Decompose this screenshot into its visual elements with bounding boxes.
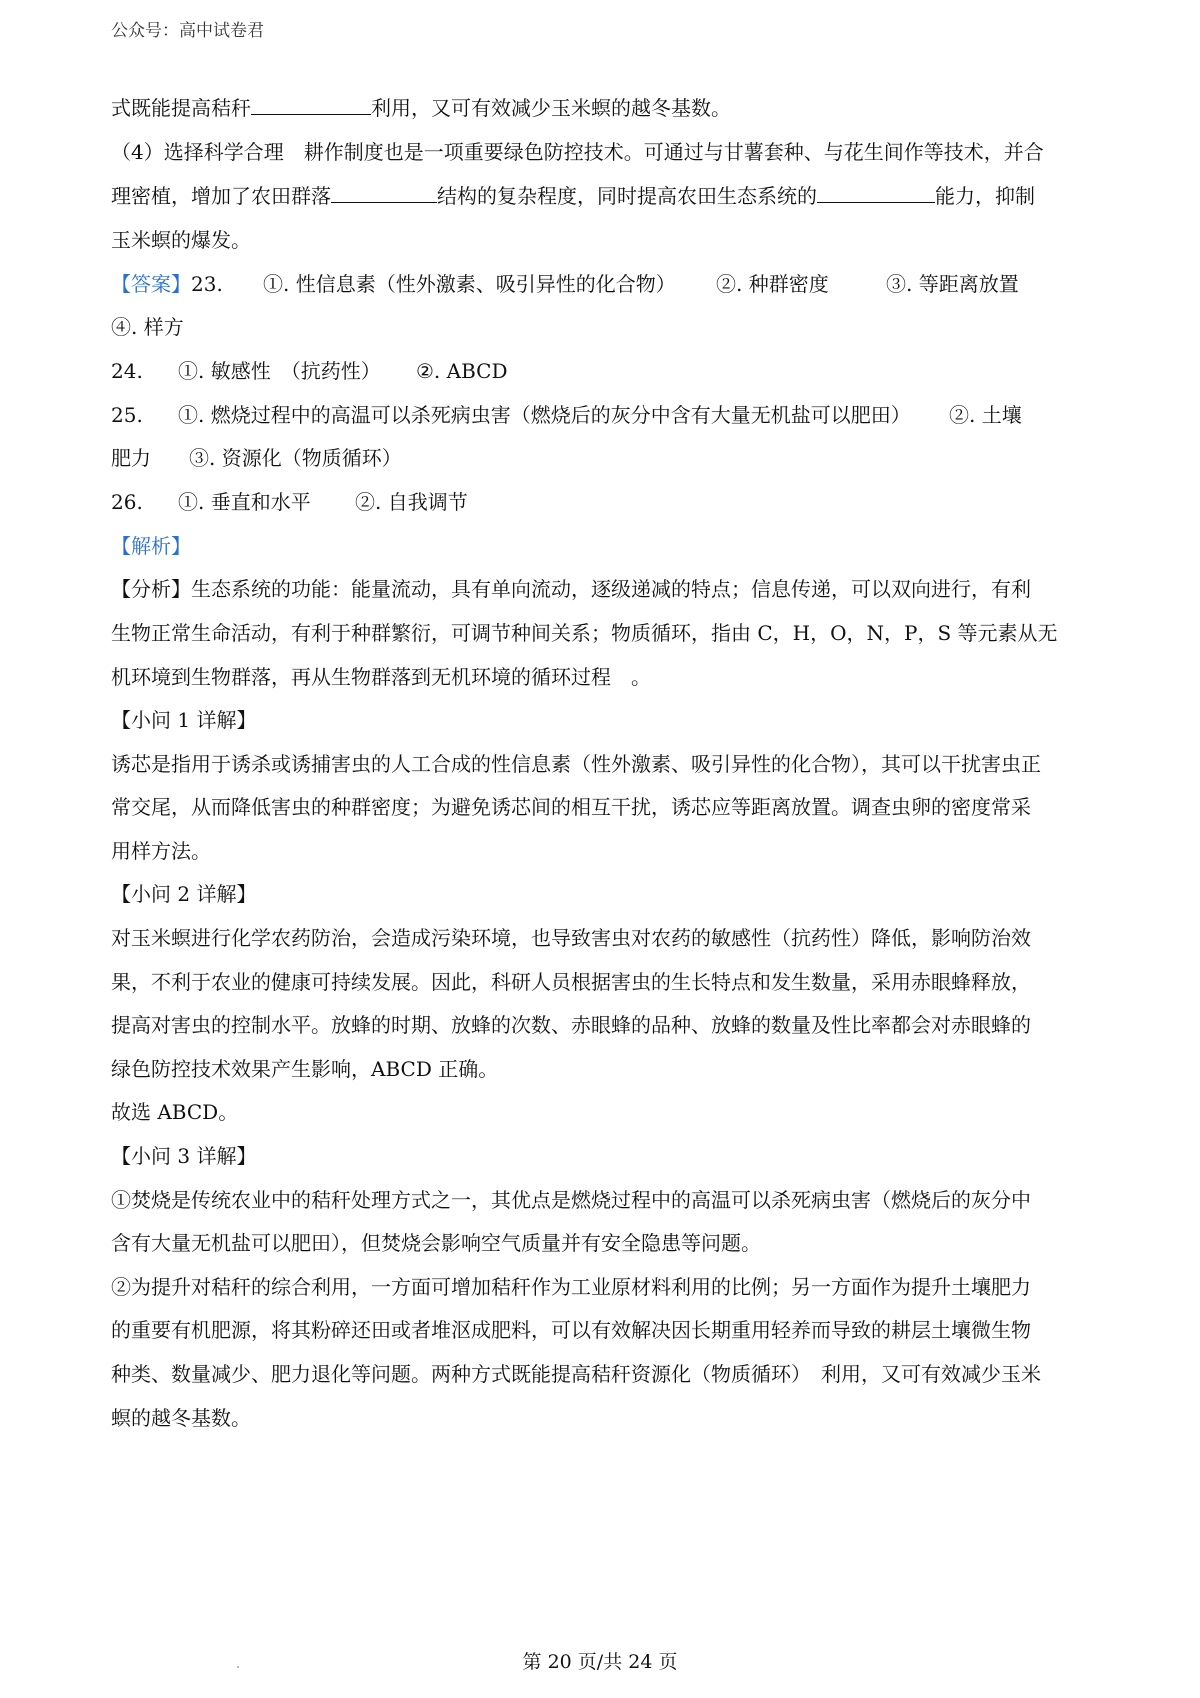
answer-item: ②. 种群密度 xyxy=(716,272,829,296)
answer-item: ③. 等距离放置 xyxy=(886,272,1019,296)
answer-item: ①. 敏感性 （抗药性） xyxy=(178,359,381,383)
section-3-text: 螟的越冬基数。 xyxy=(111,1406,251,1430)
section-1-text: 诱芯是指用于诱杀或诱捕害虫的人工合成的性信息素（性外激素、吸引异性的化合物），其可以干扰害虫正 xyxy=(111,752,1041,776)
section-3-text: 种类、数量减少、肥力退化等问题。两种方式既能提高秸秆资源化（物质循环） 利用，又可有效减少玉米 xyxy=(111,1362,1041,1386)
section-3-text: ②为提升对秸秆的综合利用，一方面可增加秸秆作为工业原材料利用的比例；另一方面作为提升土壤肥力 xyxy=(111,1275,1031,1299)
answer-item: ①. 垂直和水平 xyxy=(178,490,311,514)
answer-num: 23. xyxy=(191,272,223,296)
answer-26 xyxy=(111,488,1101,516)
answer-23 xyxy=(111,270,1101,298)
answer-item: ③. 资源化（物质循环） xyxy=(189,446,402,470)
section-3-text: 含有大量无机盐可以肥田），但焚烧会影响空气质量并有安全隐患等问题。 xyxy=(111,1231,761,1255)
question-4-line-1: （4）选择科学合理 耕作制度也是一项重要绿色防控技术。可通过与甘薯套种、与花生间作等技术，并合 xyxy=(111,140,1044,164)
analysis-paragraph: 机环境到生物群落，再从生物群落到无机环境的循环过程 。 xyxy=(111,665,651,689)
section-2-text: 果，不利于农业的健康可持续发展。因此，科研人员根据害虫的生长特点和发生数量，采用赤眼蜂释放， xyxy=(111,970,1031,994)
section-2-text: 故选 ABCD。 xyxy=(111,1100,239,1124)
section-heading-2: 【小问 2 详解】 xyxy=(111,882,257,906)
answer-item: 肥力 xyxy=(111,446,151,470)
page-header: 公众号：高中试卷君 xyxy=(111,21,264,41)
q4-text-b: 结构的复杂程度，同时提高农田生态系统的 xyxy=(437,184,817,208)
answer-item: ②. 自我调节 xyxy=(355,490,468,514)
answer-num: 25. xyxy=(111,403,143,427)
section-1-text: 常交尾，从而降低害虫的种群密度；为避免诱芯间的相互干扰，诱芯应等距离放置。调查虫卵的密度常采 xyxy=(111,795,1031,819)
section-1-text: 用样方法。 xyxy=(111,839,211,863)
section-heading-1: 【小问 1 详解】 xyxy=(111,708,257,732)
answer-item: ①. 燃烧过程中的高温可以杀死病虫害（燃烧后的灰分中含有大量无机盐可以肥田） xyxy=(178,403,911,427)
answer-tag: 【答案】 xyxy=(111,272,191,296)
page-footer: 第 20 页/共 24 页 xyxy=(522,1651,678,1673)
analysis-paragraph: 【分析】生态系统的功能：能量流动，具有单向流动，逐级递减的特点；信息传递，可以双向进行，有利 xyxy=(111,577,1031,601)
answer-num: 26. xyxy=(111,490,143,514)
section-3-text: ①焚烧是传统农业中的秸秆处理方式之一，其优点是燃烧过程中的高温可以杀死病虫害（燃烧后的灰分中 xyxy=(111,1188,1031,1212)
q4-text-c: 能力，抑制 xyxy=(935,184,1035,208)
q4-text-a: 理密植，增加了农田群落 xyxy=(111,184,331,208)
section-2-text: 绿色防控技术效果产生影响，ABCD 正确。 xyxy=(111,1057,499,1081)
analysis-paragraph: 生物正常生命活动，有利于种群繁衍，可调节种间关系；物质循环，指由 C，H，O，N，P，S 等元素从无 xyxy=(111,621,1058,645)
section-heading-3: 【小问 3 详解】 xyxy=(111,1144,257,1168)
answer-blank xyxy=(817,184,935,203)
answer-23-cont: ④. 样方 xyxy=(111,315,184,339)
question-4-line-2 xyxy=(111,182,1101,210)
answer-24 xyxy=(111,357,1101,385)
analysis-tag: 【解析】 xyxy=(111,534,191,558)
answer-item: ②. ABCD xyxy=(416,359,508,383)
section-3-text: 的重要有机肥源，将其粉碎还田或者堆沤成肥料，可以有效解决因长期重用轻养而导致的耕层土壤微生物 xyxy=(111,1318,1031,1342)
question-4-line-3: 玉米螟的爆发。 xyxy=(111,228,251,252)
section-2-text: 对玉米螟进行化学农药防治，会造成污染环境，也导致害虫对农药的敏感性（抗药性）降低，影响防治效 xyxy=(111,926,1031,950)
section-2-text: 提高对害虫的控制水平。放蜂的时期、放蜂的次数、赤眼蜂的品种、放蜂的数量及性比率都会对赤眼蜂的 xyxy=(111,1013,1031,1037)
question-3-tail xyxy=(111,94,1101,122)
answer-num: 24. xyxy=(111,359,143,383)
answer-25-cont xyxy=(111,444,1101,472)
answer-item: ①. 性信息素（性外激素、吸引异性的化合物） xyxy=(263,272,676,296)
q3-text-pre: 式既能提高秸秆 xyxy=(111,96,251,120)
q3-text-post: 利用，又可有效减少玉米螟的越冬基数。 xyxy=(371,96,731,120)
answer-blank xyxy=(331,184,437,203)
answer-blank xyxy=(251,96,371,115)
answer-25 xyxy=(111,401,1101,429)
answer-item: ②. 土壤 xyxy=(949,403,1022,427)
